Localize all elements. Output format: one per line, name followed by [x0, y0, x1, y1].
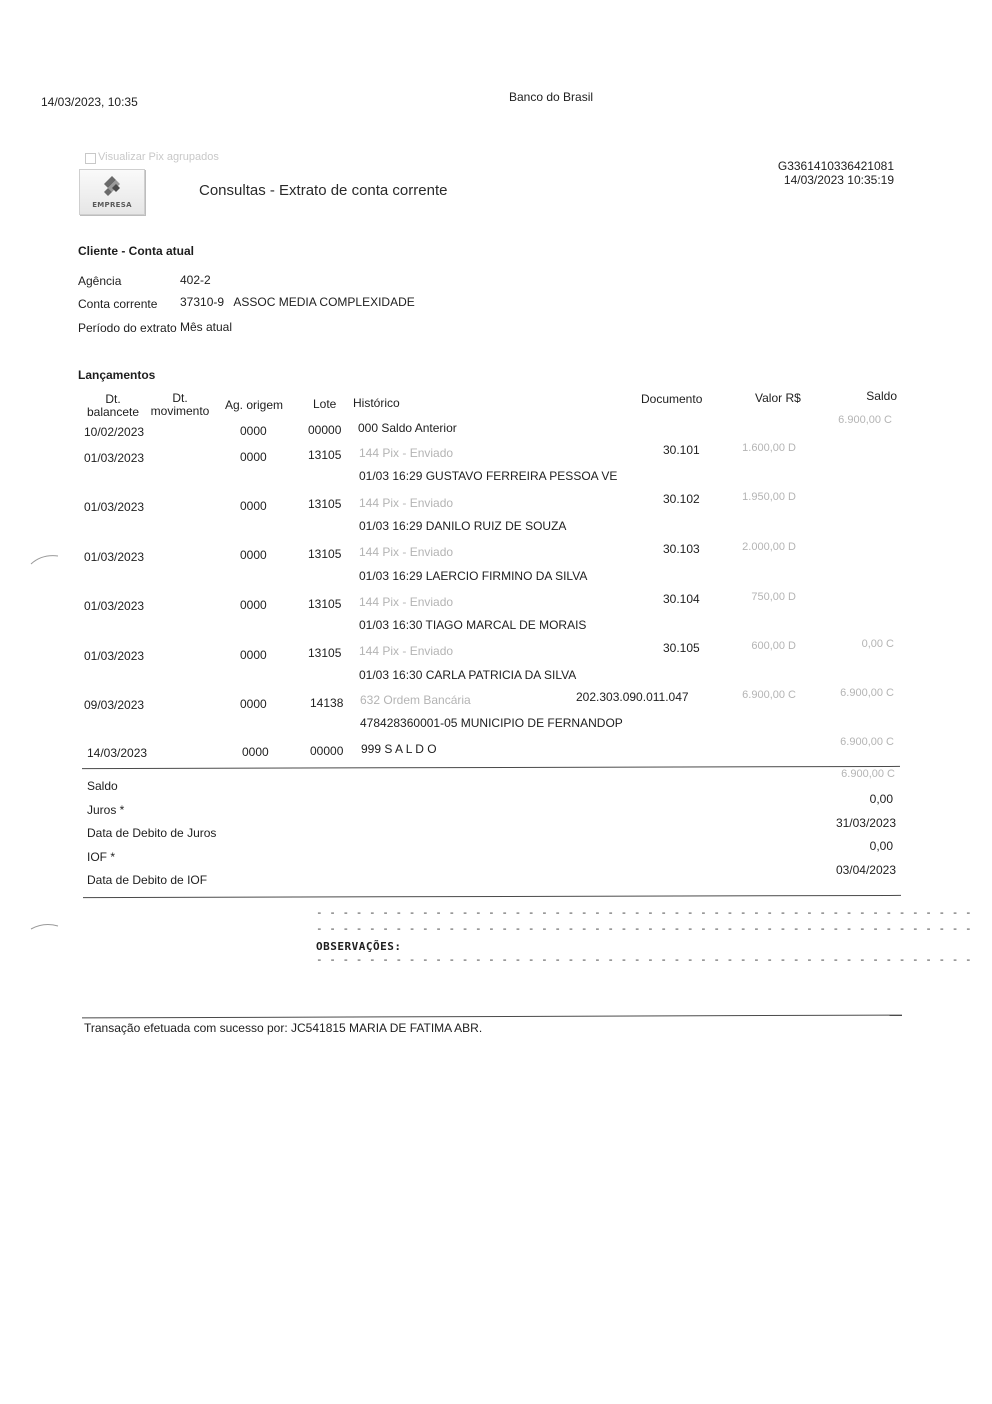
col-valor: Valor R$: [755, 391, 801, 405]
row-ag: 0000: [240, 697, 267, 711]
row-ag: 0000: [240, 648, 267, 662]
scan-mark-icon: [30, 920, 60, 932]
periodo-label: Período do extrato: [78, 321, 177, 335]
row-ag: 0000: [240, 499, 267, 513]
row-lote: 13105: [308, 448, 342, 462]
obs-dash-line: - - - - - - - - - - - - - - - - - - - - - - - - - - - - - - - - - - - - - - - - - - - - - - - - - -: [316, 906, 972, 919]
bank-name: Banco do Brasil: [509, 90, 594, 104]
row-detail: 01/03 16:29 GUSTAVO FERREIRA PESSOA VE: [359, 469, 618, 483]
client-section-title: Cliente - Conta atual: [78, 244, 195, 258]
row-saldo: 0,00 C: [861, 638, 894, 650]
obs-dash-line: - - - - - - - - - - - - - - - - - - - - - - - - - - - - - - - - - - - - - - - - - - - - - - - - - -: [316, 953, 972, 966]
row-detail: 478428360001-05 MUNICIPIO DE FERNANDOP: [360, 716, 623, 730]
row-lote: 00000: [308, 423, 342, 437]
row-valor: 6.900,00 C: [742, 689, 796, 701]
row-ag: 0000: [242, 745, 269, 759]
summary-juros-label: Juros *: [87, 803, 125, 817]
periodo-value: Mês atual: [180, 320, 233, 334]
row-ag: 0000: [240, 598, 267, 612]
lancamentos-title: Lançamentos: [78, 368, 156, 382]
row-historico: 632 Ordem Bancária: [360, 693, 471, 707]
obs-dash-line: - - - - - - - - - - - - - - - - - - - - - - - - - - - - - - - - - - - - - - - - - - - - - - - - - -: [316, 922, 972, 935]
auth-code: G3361410336421081: [777, 159, 894, 173]
pix-checkbox-label: Visualizar Pix agrupados: [98, 151, 219, 163]
row-lote: 13105: [308, 597, 342, 611]
row-valor: 1.600,00 D: [742, 442, 796, 454]
row-date: 14/03/2023: [87, 746, 148, 760]
table-divider: [82, 766, 900, 769]
row-saldo: 6.900,00 C: [840, 687, 894, 699]
col-dt-movimento-2: movimento: [150, 404, 210, 418]
summary-iof-value: 0,00: [869, 839, 893, 853]
summary-saldo-value: 6.900,00 C: [841, 768, 895, 780]
summary-data-juros-label: Data de Debito de Juros: [87, 826, 217, 840]
row-valor: 750,00 D: [751, 591, 796, 603]
row-ag: 0000: [240, 424, 267, 438]
row-lote: 13105: [308, 646, 342, 660]
row-historico: 000 Saldo Anterior: [358, 421, 457, 435]
row-lote: 00000: [310, 744, 344, 758]
bank-logo: [79, 169, 145, 215]
col-dt-movimento-1: Dt.: [172, 391, 188, 405]
row-documento: 30.102: [663, 492, 700, 506]
print-datetime: 14/03/2023, 10:35: [41, 95, 138, 109]
summary-juros-value: 0,00: [869, 792, 893, 806]
row-ag: 0000: [240, 548, 267, 562]
col-dt-balancete-2: balancete: [86, 405, 140, 419]
row-date: 10/02/2023: [84, 425, 145, 439]
row-detail: 01/03 16:30 CARLA PATRICIA DA SILVA: [359, 668, 577, 682]
row-date: 01/03/2023: [84, 649, 145, 663]
row-historico: 144 Pix - Enviado: [359, 595, 454, 609]
row-documento: 202.303.090.011.047: [576, 690, 689, 704]
row-historico: 144 Pix - Enviado: [359, 644, 454, 658]
conta-label: Conta corrente: [78, 297, 158, 311]
col-saldo: Saldo: [866, 389, 897, 403]
agencia-value: 402-2: [180, 273, 211, 287]
row-documento: 30.104: [663, 592, 700, 606]
row-historico: 144 Pix - Enviado: [359, 446, 454, 460]
footer-divider: [82, 1015, 902, 1019]
row-documento: 30.101: [663, 443, 700, 457]
auth-datetime: 14/03/2023 10:35:19: [783, 173, 894, 187]
row-documento: 30.105: [663, 641, 700, 655]
row-date: 01/03/2023: [84, 451, 145, 465]
row-lote: 13105: [308, 547, 342, 561]
row-documento: 30.103: [663, 542, 700, 556]
row-detail: 01/03 16:30 TIAGO MARCAL DE MORAIS: [359, 618, 587, 632]
col-lote: Lote: [313, 397, 337, 411]
observacoes-label: OBSERVAÇÕES:: [316, 940, 402, 953]
transaction-text: Transação efetuada com sucesso por: JC541815 MARIA DE FATIMA ABR.: [84, 1021, 483, 1035]
summary-data-iof-label: Data de Debito de IOF: [87, 873, 208, 887]
row-valor: 600,00 D: [751, 640, 796, 652]
row-lote: 13105: [308, 497, 342, 511]
row-saldo: 6.900,00 C: [840, 736, 894, 748]
row-valor: 2.000,00 D: [742, 541, 796, 553]
col-documento: Documento: [641, 392, 703, 406]
summary-divider: [83, 895, 901, 898]
row-date: 01/03/2023: [84, 500, 145, 514]
agencia-label: Agência: [78, 274, 122, 288]
pix-checkbox[interactable]: [85, 153, 96, 164]
col-ag-origem: Ag. origem: [225, 398, 284, 412]
summary-data-juros-value: 31/03/2023: [835, 816, 896, 830]
summary-data-iof-value: 03/04/2023: [835, 863, 896, 877]
row-detail: 01/03 16:29 LAERCIO FIRMINO DA SILVA: [359, 569, 588, 583]
row-valor: 1.950,00 D: [742, 491, 796, 503]
row-lote: 14138: [310, 696, 344, 710]
summary-saldo-label: Saldo: [87, 779, 118, 793]
col-dt-balancete-1: Dt.: [105, 392, 121, 406]
logo-label: EMPRESA: [92, 201, 132, 209]
row-historico: 144 Pix - Enviado: [359, 496, 454, 510]
summary-iof-label: IOF *: [87, 850, 116, 864]
row-date: 01/03/2023: [84, 599, 145, 613]
page-title: Consultas - Extrato de conta corrente: [199, 182, 448, 199]
row-saldo: 6.900,00 C: [838, 414, 892, 426]
row-date: 01/03/2023: [84, 550, 145, 564]
row-detail: 01/03 16:29 DANILO RUIZ DE SOUZA: [359, 519, 567, 533]
conta-value: 37310-9 ASSOC MEDIA COMPLEXIDADE: [180, 295, 415, 309]
banco-do-brasil-logo-icon: [99, 174, 125, 200]
row-date: 09/03/2023: [84, 698, 145, 712]
scan-mark-icon: [30, 552, 60, 566]
row-historico: 144 Pix - Enviado: [359, 545, 454, 559]
row-ag: 0000: [240, 450, 267, 464]
row-historico: 999 S A L D O: [361, 742, 437, 756]
col-historico: Histórico: [353, 396, 400, 410]
